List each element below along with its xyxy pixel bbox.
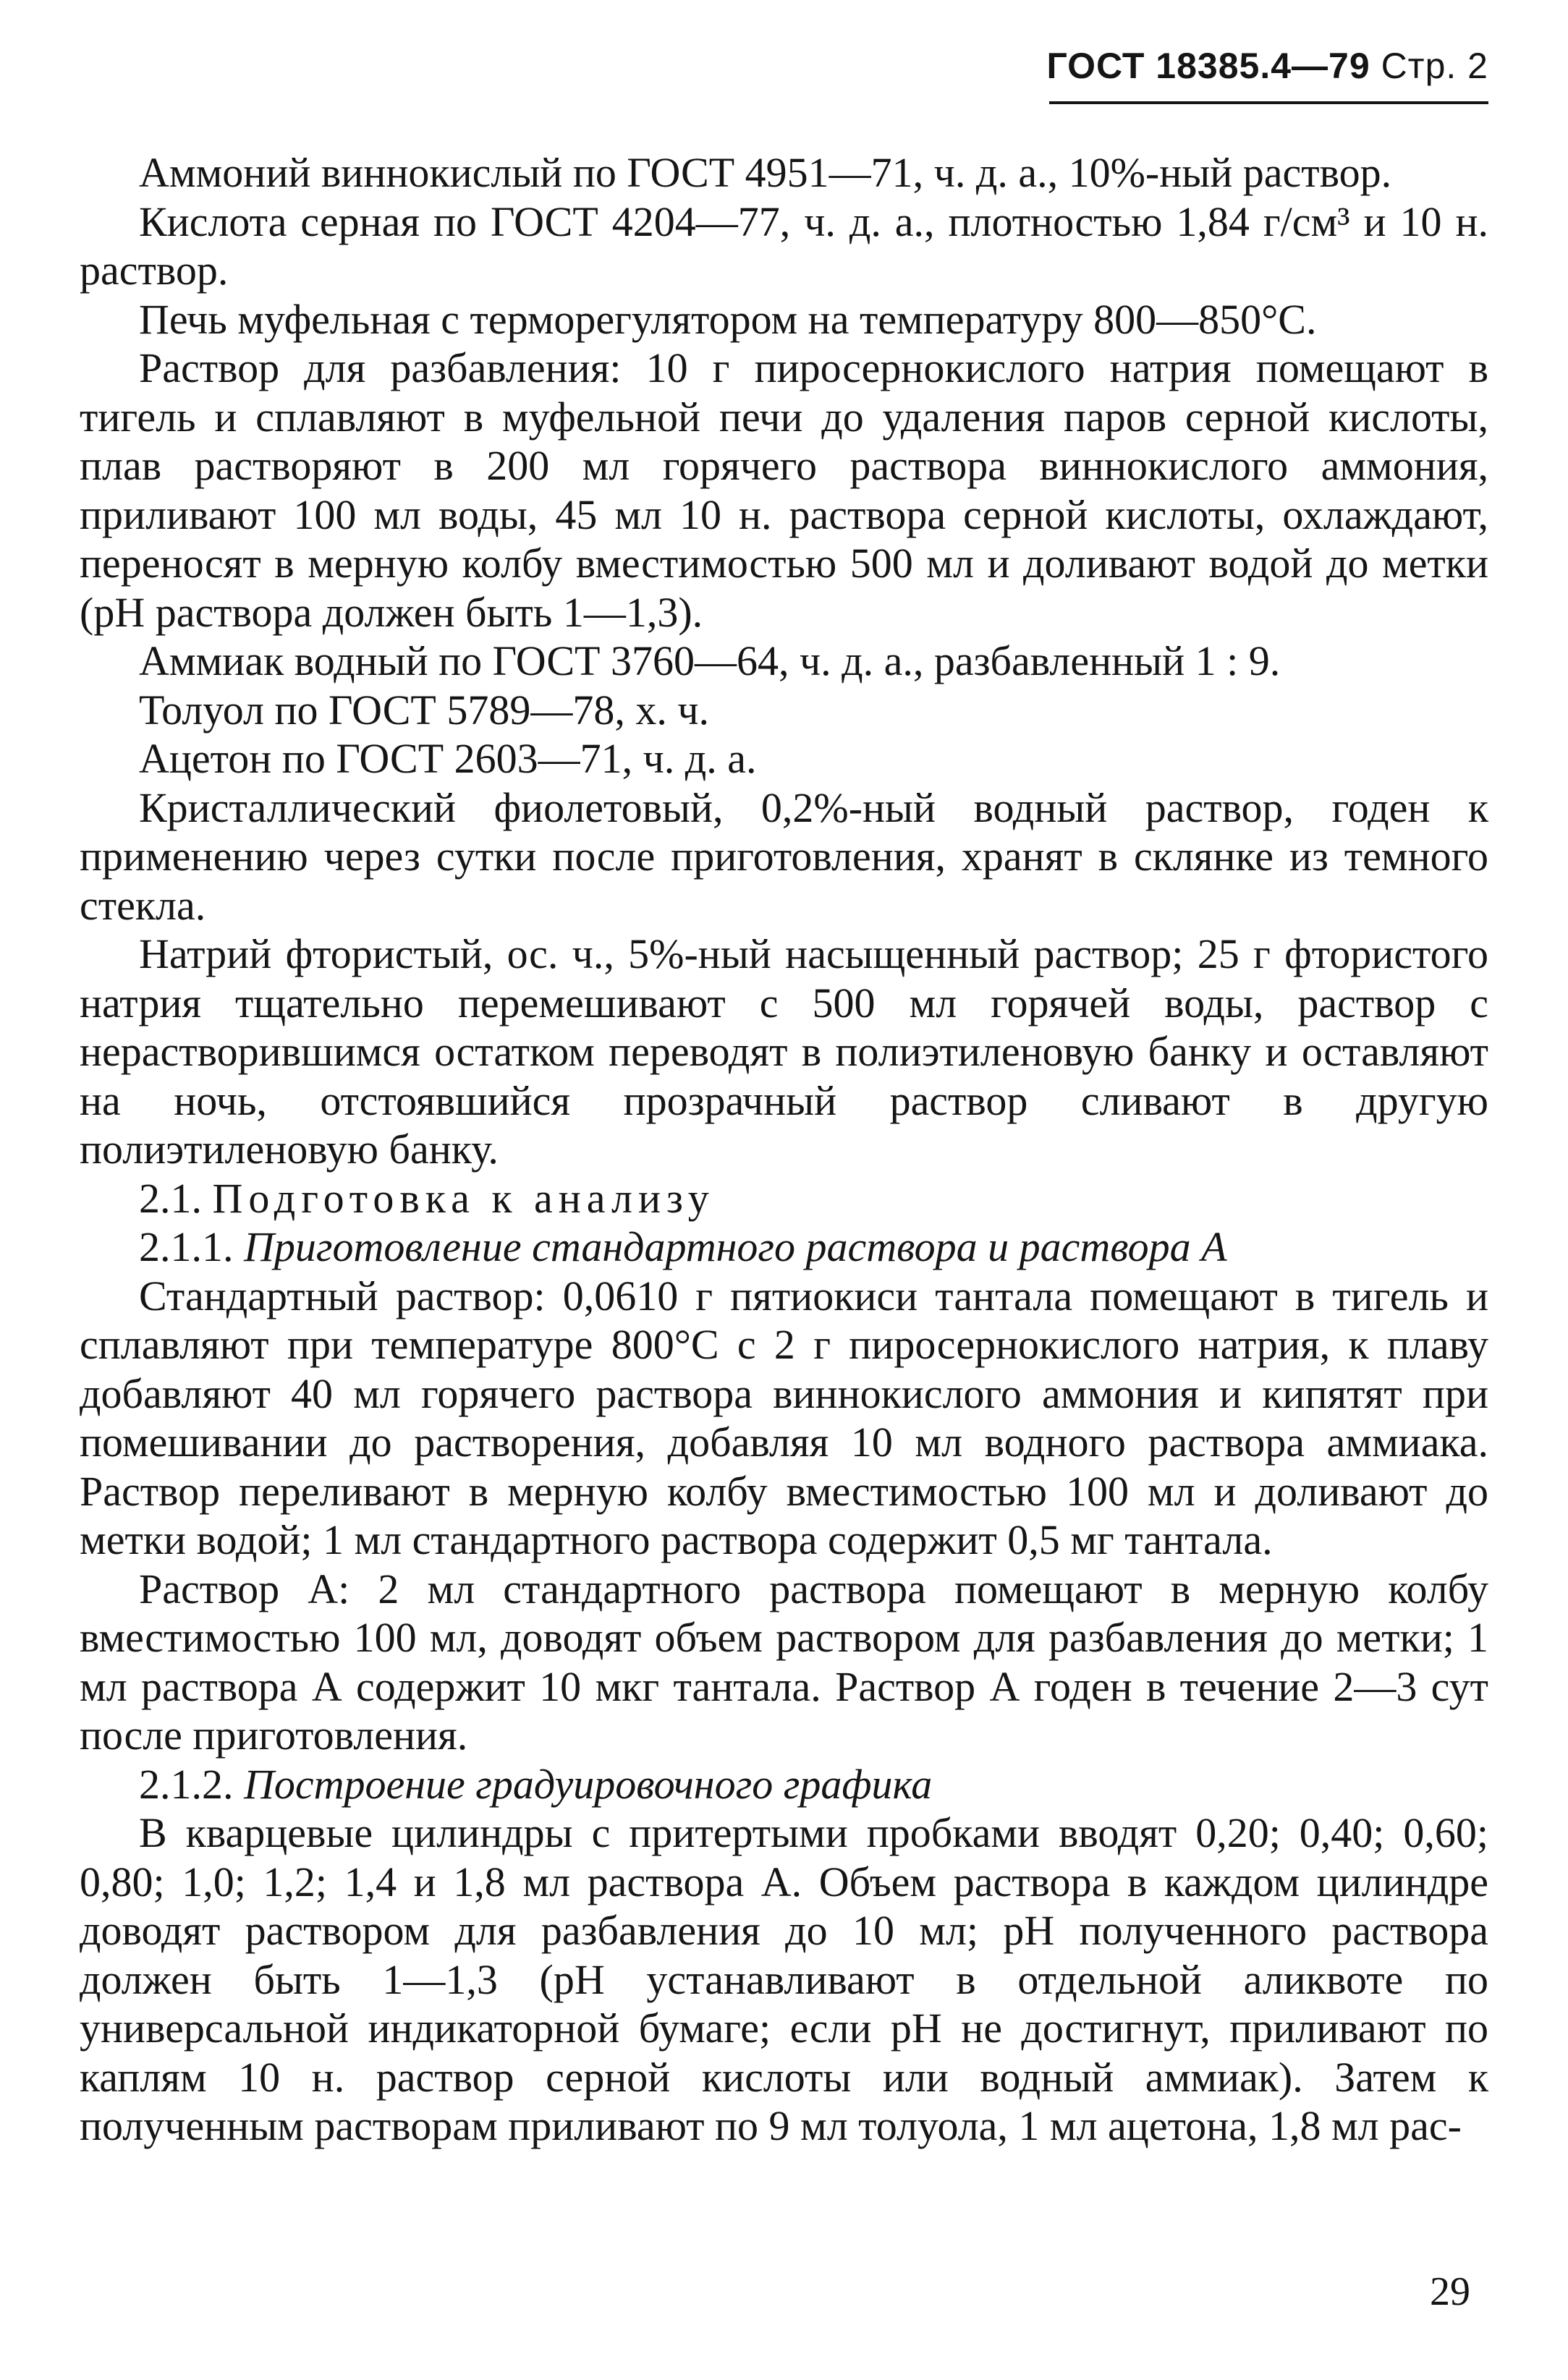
paragraph: Печь муфельная с терморегулятором на температуру 800—850°С. (139, 295, 1317, 343)
section-number: 2.1. (139, 1174, 202, 1222)
paragraph: Толуол по ГОСТ 5789—78, х. ч. (139, 686, 709, 734)
page-label: Стр. 2 (1381, 46, 1488, 86)
section-title: Приготовление стандартного раствора и раствора А (244, 1223, 1227, 1270)
paragraph: Кислота серная по ГОСТ 4204—77, ч. д. а., плотностью 1,84 г/см³ и 10 н. раствор. (80, 197, 1488, 294)
section-heading-2-1-1 (80, 1223, 1488, 1272)
paragraph: Аммиак водный по ГОСТ 3760—64, ч. д. а., разбавленный 1 : 9. (139, 637, 1281, 684)
section-heading-2-1 (80, 1174, 1488, 1223)
page-header (1046, 45, 1488, 87)
document-body (80, 148, 1488, 2151)
paragraph: Раствор для разбавления: 10 г пиросернокислого натрия помещают в тигель и сплавляют в муфельной печи до удаления паров серной кислоты, плав растворяют в 200 мл горячего раствора виннокислого аммония, приливают 100 мл воды, 45 мл 10 н. раствора серной кислоты, охлаждают, переносят в мерную колбу вместимостью 500 мл и доливают водой до метки (рН раствора должен быть 1—1,3). (80, 344, 1488, 636)
paragraph: Натрий фтористый, ос. ч., 5%-ный насыщенный раствор; 25 г фтористого натрия тщательно перемешивают с 500 мл горячей воды, раствор с нерастворившимся остатком переводят в полиэтиленовую банку и оставляют на ночь, отстоявшийся прозрачный раствор сливают в другую полиэтиленовую банку. (80, 930, 1488, 1173)
paragraph: Раствор А: 2 мл стандартного раствора помещают в мерную колбу вместимостью 100 мл, доводят объем раствором для разбавления до метки; 1 мл раствора А содержит 10 мкг тантала. Раствор А годен в течение 2—3 сут после приготовления. (80, 1565, 1488, 1759)
section-heading-2-1-2 (80, 1760, 1488, 1809)
paragraph: Стандартный раствор: 0,0610 г пятиокиси тантала помещают в тигель и сплавляют при температуре 800°С с 2 г пиросернокислого натрия, к плаву добавляют 40 мл горячего раствора виннокислого аммония и кипятят при помешивании до растворения, добавляя 10 мл водного раствора аммиака. Раствор переливают в мерную колбу вместимостью 100 мл и доливают до метки водой; 1 мл стандартного раствора содержит 0,5 мг тантала. (80, 1272, 1488, 1563)
header-rule (1049, 101, 1488, 104)
section-title: Построение градуировочного графика (244, 1760, 933, 1808)
paragraph: Аммоний виннокислый по ГОСТ 4951—71, ч. д. а., 10%-ный раствор. (139, 149, 1392, 196)
paragraph: В кварцевые цилиндры с притертыми пробками вводят 0,20; 0,40; 0,60; 0,80; 1,0; 1,2; 1,4 и 1,8 мл раствора А. Объем раствора в каждом цилиндре доводят раствором для разбавления до 10 мл; рН полученного раствора должен быть 1—1,3 (рН устанавливают в отдельной аликвоте по универсальной индикаторной бумаге; если рН не достигнут, приливают по каплям 10 н. раствор серной кислоты или водный аммиак). Затем к полученным растворам приливают по 9 мл толуола, 1 мл ацетона, 1,8 мл рас- (80, 1809, 1488, 2149)
section-number: 2.1.2. (139, 1760, 234, 1808)
section-number: 2.1.1. (139, 1223, 234, 1270)
page-number: 29 (1430, 2269, 1470, 2314)
section-title: Подготовка к анализу (212, 1174, 715, 1222)
paragraph: Кристаллический фиолетовый, 0,2%-ный водный раствор, годен к применению через сутки после приготовления, хранят в склянке из темного стекла. (80, 783, 1488, 929)
paragraph: Ацетон по ГОСТ 2603—71, ч. д. а. (139, 735, 757, 782)
standard-number: ГОСТ 18385.4—79 (1046, 46, 1370, 86)
